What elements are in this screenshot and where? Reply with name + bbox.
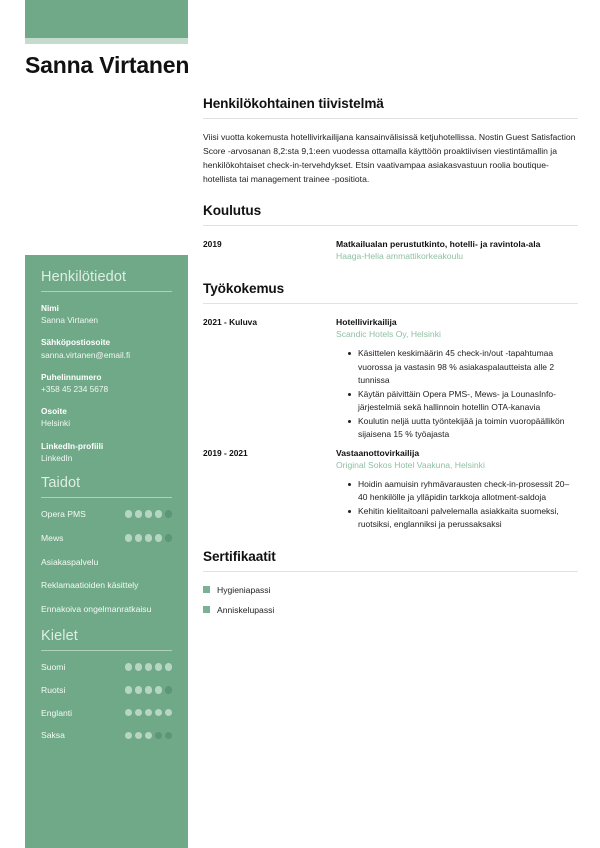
- language-item-label: Englanti: [41, 707, 73, 718]
- skill-item-rating: [125, 510, 172, 517]
- rating-dot: [125, 732, 132, 739]
- divider: [203, 225, 578, 226]
- language-item: [41, 730, 172, 740]
- personal-info-value: Sanna Virtanen: [41, 315, 99, 326]
- rating-dot: [145, 686, 152, 693]
- rating-dot: [135, 510, 142, 517]
- skill-item: [41, 533, 172, 543]
- divider: [41, 497, 172, 498]
- section-education: [203, 203, 578, 265]
- personal-info-value: LinkedIn: [41, 452, 73, 463]
- language-item-rating: [125, 686, 172, 693]
- rating-dot: [155, 534, 162, 541]
- sidebar: [25, 255, 188, 848]
- rating-dot: [135, 686, 142, 693]
- experience-entries: [203, 316, 578, 533]
- timeline-entry: [203, 316, 578, 443]
- skill-item-rating: [125, 534, 172, 541]
- entry-body: [336, 316, 578, 443]
- divider: [41, 291, 172, 292]
- timeline-entry: [203, 238, 578, 265]
- personal-info-item: [41, 303, 172, 326]
- divider: [203, 118, 578, 119]
- personal-info-item: [41, 406, 172, 429]
- language-item-rating: [125, 732, 172, 739]
- entry-bullet: Koulutin neljä uutta työntekijää ja toimin vuoropäällikön sijaisena 15 % työajasta: [350, 415, 578, 441]
- personal-info-item: [41, 441, 172, 464]
- rating-dot: [135, 732, 142, 739]
- divider: [203, 571, 578, 572]
- skill-item-label: Ennakoiva ongelmanratkaisu: [41, 604, 152, 615]
- skill-item: [41, 580, 172, 590]
- language-item-rating: [125, 663, 172, 670]
- certificate-label: Hygieniapassi: [217, 584, 271, 595]
- page-title: Sanna Virtanen: [25, 52, 190, 78]
- languages-list: [41, 662, 172, 741]
- sidebar-skills-title: Taidot: [41, 474, 81, 491]
- rating-dot: [165, 686, 172, 693]
- language-item-label: Saksa: [41, 730, 65, 741]
- personal-info-label: Osoite: [41, 406, 67, 417]
- header-accent-underline: [25, 38, 188, 44]
- sidebar-section-personal: [41, 269, 172, 464]
- language-item-rating: [125, 709, 172, 716]
- main-content: [203, 96, 578, 632]
- skill-item: [41, 509, 172, 519]
- entry-title: Hotellivirkailija: [336, 317, 397, 328]
- square-bullet-icon: [203, 586, 210, 593]
- personal-info-list: [41, 303, 172, 464]
- entry-bullet: Käytän päivittäin Opera PMS-, Mews- ja LounasInfo-järjestelmiä sekä hallinnoin hotellin OTA-kanavia: [350, 388, 578, 414]
- entry-organization: Original Sokos Hotel Vaakuna, Helsinki: [336, 460, 485, 471]
- rating-dot: [155, 510, 162, 517]
- rating-dot: [145, 663, 152, 670]
- rating-dot: [155, 709, 162, 716]
- summary-text: Viisi vuotta kokemusta hotellivirkailijana kansainvälisissä ketjuhotellissa. Nostin Guest Satisfaction Score -arvosanan 8,2:sta 9,1:een vuodessa ottamalla käyttöön proaktiivisen viestintämallin ja henkilökohtaiset check-in-tervehdykset. Etsin vaativampaa asiakasvastuun roolia boutique-hotellista tai management trainee -positiota.: [203, 132, 576, 184]
- certificates-list: [203, 584, 578, 616]
- entry-bullet: Käsittelen keskimäärin 45 check-in/out -tapahtumaa vuorossa ja vastasin 98 % asiakaspalautteista alle 2 tunnissa: [350, 347, 578, 387]
- entry-bullet-list: [336, 347, 578, 441]
- skills-list: [41, 509, 172, 615]
- section-summary: [203, 96, 578, 187]
- entry-title: Vastaanottovirkailija: [336, 447, 420, 458]
- header-accent-bar: [25, 0, 188, 38]
- divider: [41, 650, 172, 651]
- experience-title: Työkokemus: [203, 281, 285, 297]
- education-title: Koulutus: [203, 202, 262, 218]
- personal-info-value: Helsinki: [41, 418, 71, 429]
- rating-dot: [125, 663, 132, 670]
- skill-item-label: Mews: [41, 532, 64, 543]
- skill-item: [41, 557, 172, 567]
- rating-dot: [155, 686, 162, 693]
- personal-info-label: Nimi: [41, 303, 59, 313]
- rating-dot: [165, 534, 172, 541]
- rating-dot: [145, 709, 152, 716]
- rating-dot: [125, 686, 132, 693]
- personal-info-label: Sähköpostiosoite: [41, 337, 111, 348]
- certificates-title: Sertifikaatit: [203, 548, 276, 564]
- language-item: [41, 708, 172, 718]
- entry-bullet-list: [336, 478, 578, 532]
- rating-dot: [145, 510, 152, 517]
- entry-body: [336, 447, 578, 533]
- rating-dot: [165, 709, 172, 716]
- education-entries: [203, 238, 578, 265]
- skill-item-label: Reklamaatioiden käsittely: [41, 580, 139, 591]
- rating-dot: [155, 663, 162, 670]
- rating-dot: [145, 534, 152, 541]
- rating-dot: [165, 732, 172, 739]
- divider: [203, 303, 578, 304]
- sidebar-languages-title: Kielet: [41, 627, 78, 644]
- entry-body: [336, 238, 578, 265]
- language-item-label: Suomi: [41, 661, 66, 672]
- language-item: [41, 685, 172, 695]
- entry-date: 2019: [203, 238, 222, 249]
- entry-date: 2019 - 2021: [203, 447, 248, 458]
- sidebar-personal-title: Henkilötiedot: [41, 269, 127, 285]
- sidebar-section-languages: [41, 628, 172, 741]
- rating-dot: [135, 709, 142, 716]
- rating-dot: [155, 732, 162, 739]
- entry-date: 2021 - Kuluva: [203, 317, 257, 328]
- section-experience: [203, 281, 578, 533]
- rating-dot: [125, 709, 132, 716]
- square-bullet-icon: [203, 606, 210, 613]
- sidebar-section-skills: [41, 475, 172, 615]
- skill-item-label: Asiakaspalvelu: [41, 556, 99, 567]
- rating-dot: [125, 510, 132, 517]
- personal-info-item: [41, 337, 172, 360]
- rating-dot: [165, 510, 172, 517]
- certificate-item: [203, 604, 578, 616]
- personal-info-value: +358 45 234 5678: [41, 383, 109, 394]
- summary-title: Henkilökohtainen tiivistelmä: [203, 96, 384, 111]
- personal-info-value: sanna.virtanen@email.fi: [41, 349, 131, 360]
- entry-title: Matkailualan perustutkinto, hotelli- ja ravintola-ala: [336, 238, 541, 249]
- entry-organization: Haaga-Helia ammattikorkeakoulu: [336, 251, 464, 262]
- personal-info-label: Puhelinnumero: [41, 371, 102, 382]
- entry-organization: Scandic Hotels Oy, Helsinki: [336, 329, 441, 340]
- language-item: [41, 662, 172, 672]
- rating-dot: [145, 732, 152, 739]
- section-certificates: [203, 549, 578, 616]
- rating-dot: [135, 534, 142, 541]
- rating-dot: [135, 663, 142, 670]
- rating-dot: [165, 663, 172, 670]
- entry-bullet: Kehitin kielitaitoani palvelemalla asiakkaita suomeksi, ruotsiksi, englanniksi ja perussaksaksi: [350, 505, 578, 531]
- entry-bullet: Hoidin aamuisin ryhmävarausten check-in-prosessit 20–40 henkilölle ja ylläpidin tarkkoja allotment-saldoja: [350, 478, 578, 504]
- skill-item-label: Opera PMS: [41, 508, 86, 519]
- certificate-item: [203, 584, 578, 596]
- personal-info-label: LinkedIn-profiili: [41, 440, 104, 451]
- skill-item: [41, 604, 172, 614]
- rating-dot: [125, 534, 132, 541]
- certificate-label: Anniskelupassi: [217, 604, 275, 615]
- personal-info-item: [41, 372, 172, 395]
- timeline-entry: [203, 447, 578, 533]
- language-item-label: Ruotsi: [41, 684, 66, 695]
